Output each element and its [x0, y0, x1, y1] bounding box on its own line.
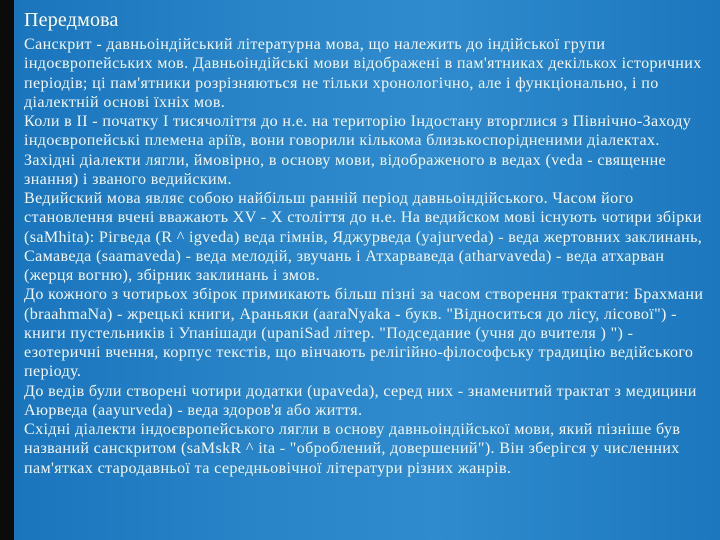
slide-title: Передмова [24, 9, 119, 31]
paragraph-upaveda: До ведів були створені чотири додатки (upaveda), серед них - знаменитий трактат з медицини Аюрведа (aayurveda) - веда здоров'я або життя. [24, 382, 697, 419]
paragraph-sanskrit-intro: Санскрит - давньоіндійський літературна мова, що належить до індійської групи індоєвропейських мов. Давньоіндійські мови відображені в пам'ятниках декількох історичних періодів; ці пам'ятники розрізняються не тільки хронологічно, але і функціонально, і по діалектній основі їхніх мов. [24, 36, 702, 111]
slide-panel [14, 0, 720, 540]
paragraph-treatises: До кожного з чотирьох збірок примикають більш пізні за часом створення трактати: Брахмани (braahmaNa) - жрецькі книги, Араньяки (aaraNyaka - букв. "Відноситься до лісу, лісової") - книги пустельників і Упанішади (upaniSad літер. "Подседание (учня до вчителя ) ") - езотеричні вчення, корпус текстів, що вінчають релігійно-філософську традицію ведійського періоду. [24, 286, 704, 381]
slide-body [24, 35, 712, 478]
paragraph-vedic-language: Ведийский мова являє собою найбільш ранній період давньоіндійського. Часом його становлення вчені вважають XV - X століття до н.е. На ведийском мові існують чотири збірки (saMhita): Рігведа (R ^ igveda) веда гімнів, Яджурведа (yajurveda) - веда жертовних заклинань, Самаведа (saamaveda) - веда мелодій, звучань і Атхарваведа (atharvaveda) - веда атхарван (жерця вогню), збірник заклинань і змов. [24, 190, 703, 284]
paragraph-eastern-dialects: Східні діалекти індоєвропейського лягли в основу давньоіндійської мови, який пізніше був названий санскритом (saMskR ^ ita - "оброблений, довершений"). Він зберігся у численних пам'ятках стародавньої та середньовічної літератури різних жанрів. [24, 421, 681, 477]
paragraph-aryan-migration: Коли в II - початку I тисячоліття до н.е. на територію Індостану вторглися з Північно-Заходу індоєвропейські племена аріїв, вони говорили кількома близькоспорідненими діалектах. Західні діалекти лягли, ймовірно, в основу мови, відображеного в ведах (veda - священне знання) і званого ведийским. [24, 113, 692, 188]
